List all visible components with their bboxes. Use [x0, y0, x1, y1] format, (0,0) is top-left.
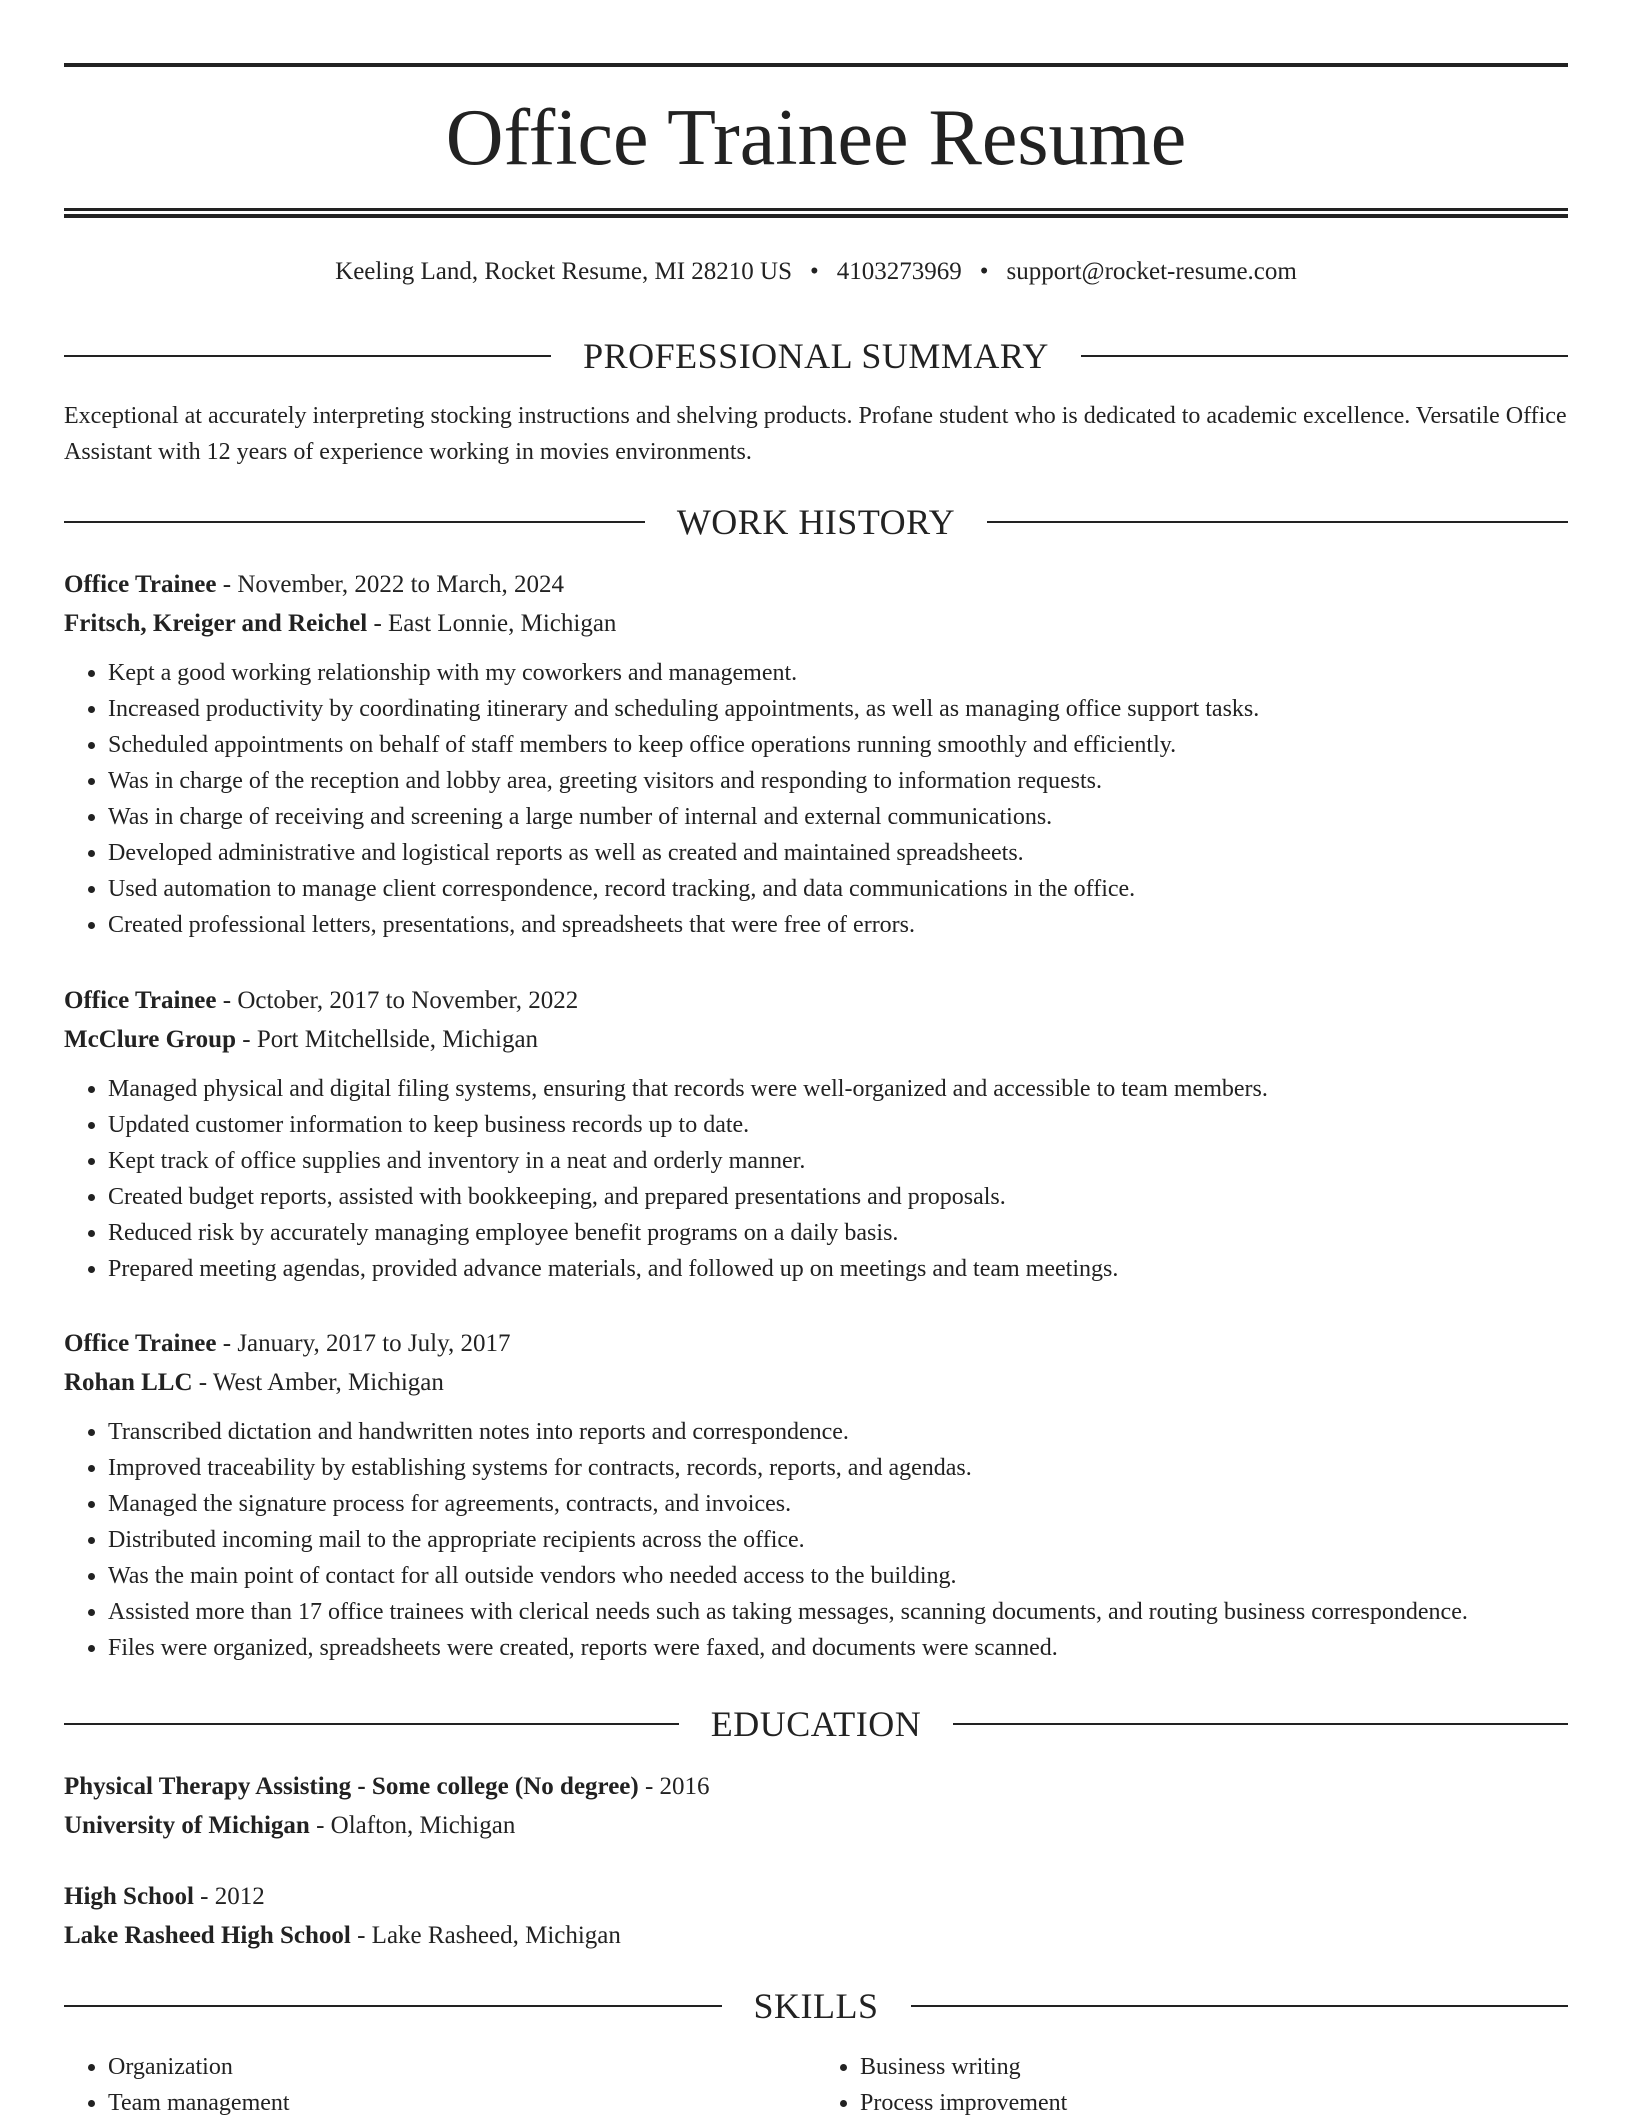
section-title-skills: SKILLS	[753, 1986, 879, 2026]
list-item: • Increased productivity by coordinating itinerary and scheduling appointments, as well as managing office support tasks.	[108, 691, 1568, 727]
job-title: Office Trainee	[64, 987, 217, 1014]
contact-separator: •	[979, 258, 989, 285]
section-rule-right	[911, 2005, 1569, 2007]
job-bullets	[64, 655, 1568, 943]
section-header-work	[64, 500, 1568, 544]
job-title-line	[64, 1324, 1568, 1363]
job-dates: - November, 2022 to March, 2024	[216, 571, 565, 598]
education-degree: Physical Therapy Assisting - Some college (No degree)	[64, 1773, 639, 1800]
resume-title: Office Trainee Resume	[445, 94, 1187, 182]
section-rule-right	[953, 1723, 1568, 1725]
list-item: • Process improvement	[860, 2085, 1568, 2121]
job-title: Office Trainee	[64, 571, 217, 598]
job-bullets	[64, 1071, 1568, 1287]
contact-address: Keeling Land, Rocket Resume, MI 28210 US	[335, 258, 793, 285]
list-item: • Transcribed dictation and handwritten notes into reports and correspondence.	[108, 1414, 1568, 1450]
job-company-line	[64, 604, 1568, 643]
list-item: • Was in charge of the reception and lobby area, greeting visitors and responding to information requests.	[108, 763, 1568, 799]
education-location: - Lake Rasheed, Michigan	[350, 1922, 621, 1949]
section-title-education: EDUCATION	[710, 1704, 922, 1744]
education-year: - 2012	[193, 1883, 265, 1910]
job-company: Fritsch, Kreiger and Reichel	[64, 610, 368, 637]
job-bullets	[64, 1414, 1568, 1666]
education-entry	[64, 1767, 1568, 1845]
education-year: - 2016	[638, 1773, 710, 1800]
top-rule	[64, 63, 1568, 67]
section-header-summary	[64, 334, 1568, 378]
list-item: • Created professional letters, presentations, and spreadsheets that were free of errors.	[108, 907, 1568, 943]
education-location: - Olafton, Michigan	[309, 1812, 516, 1839]
job-dates: - October, 2017 to November, 2022	[216, 987, 579, 1014]
job-company-line	[64, 1363, 1568, 1402]
job-title-line	[64, 981, 1568, 1020]
section-rule-left	[64, 2005, 722, 2007]
summary-text: Exceptional at accurately interpreting stocking instructions and shelving products. Profane student who is dedicated to academic excellence. Versatile Office Assistant with 12 years of experience working in movies environments.	[64, 403, 1567, 465]
section-title-work: WORK HISTORY	[676, 502, 956, 542]
section-header-education	[64, 1702, 1568, 1746]
list-item: • Kept track of office supplies and inventory in a neat and orderly manner.	[108, 1143, 1568, 1179]
education-degree-line	[64, 1877, 1568, 1916]
list-item: • Organization	[108, 2049, 816, 2085]
list-item: • Was the main point of contact for all outside vendors who needed access to the building.	[108, 1558, 1568, 1594]
title-double-rule	[64, 208, 1568, 218]
list-item: • Business writing	[860, 2049, 1568, 2085]
list-item: • Scheduled appointments on behalf of staff members to keep office operations running smoothly and efficiently.	[108, 727, 1568, 763]
list-item: • Updated customer information to keep business records up to date.	[108, 1107, 1568, 1143]
section-rule-left	[64, 1723, 679, 1725]
list-item: • Created budget reports, assisted with bookkeeping, and prepared presentations and proposals.	[108, 1179, 1568, 1215]
job-entry	[64, 565, 1568, 943]
list-item: • Kept a good working relationship with my coworkers and management.	[108, 655, 1568, 691]
skills-list-left	[64, 2049, 816, 2121]
list-item: • Assisted more than 17 office trainees with clerical needs such as taking messages, scanning documents, and routing business correspondence.	[108, 1594, 1568, 1630]
list-item: • Managed the signature process for agreements, contracts, and invoices.	[108, 1486, 1568, 1522]
section-rule-right	[987, 521, 1568, 523]
list-item: • Was in charge of receiving and screening a large number of internal and external communications.	[108, 799, 1568, 835]
education-degree: High School	[64, 1883, 194, 1910]
job-location: - Port Mitchellside, Michigan	[236, 1026, 539, 1053]
job-entry	[64, 981, 1568, 1287]
skills-grid	[64, 2049, 1568, 2121]
list-item: • Managed physical and digital filing systems, ensuring that records were well-organized and accessible to team members.	[108, 1071, 1568, 1107]
contact-email: support@rocket-resume.com	[1006, 258, 1297, 285]
section-title-summary: PROFESSIONAL SUMMARY	[583, 336, 1049, 376]
education-degree-line	[64, 1767, 1568, 1806]
education-school: University of Michigan	[64, 1812, 310, 1839]
section-rule-left	[64, 521, 645, 523]
education-school-line	[64, 1916, 1568, 1955]
section-rule-right	[1081, 355, 1568, 357]
section-rule-left	[64, 355, 551, 357]
contact-separator: •	[810, 258, 819, 285]
list-item: • Reduced risk by accurately managing employee benefit programs on a daily basis.	[108, 1215, 1568, 1251]
list-item: • Improved traceability by establishing systems for contracts, records, reports, and agendas.	[108, 1450, 1568, 1486]
list-item: • Distributed incoming mail to the appropriate recipients across the office.	[108, 1522, 1568, 1558]
list-item: • Prepared meeting agendas, provided advance materials, and followed up on meetings and team meetings.	[108, 1251, 1568, 1287]
job-title: Office Trainee	[64, 1330, 217, 1357]
section-header-skills	[64, 1984, 1568, 2028]
job-entry	[64, 1324, 1568, 1666]
list-item: • Files were organized, spreadsheets were created, reports were faxed, and documents were scanned.	[108, 1630, 1568, 1666]
list-item: • Team management	[108, 2085, 816, 2121]
job-company-line	[64, 1020, 1568, 1059]
job-dates: - January, 2017 to July, 2017	[216, 1330, 511, 1357]
education-school: Lake Rasheed High School	[64, 1922, 351, 1949]
job-title-line	[64, 565, 1568, 604]
list-item: • Developed administrative and logistical reports as well as created and maintained spreadsheets.	[108, 835, 1568, 871]
education-school-line	[64, 1806, 1568, 1845]
job-location: - East Lonnie, Michigan	[367, 610, 617, 637]
list-item: • Used automation to manage client correspondence, record tracking, and data communications in the office.	[108, 871, 1568, 907]
contact-line	[64, 252, 1568, 292]
skills-list-right	[816, 2049, 1568, 2121]
contact-phone: 4103273969	[836, 258, 962, 285]
job-company: Rohan LLC	[64, 1369, 193, 1396]
education-entry	[64, 1877, 1568, 1955]
job-location: - West Amber, Michigan	[192, 1369, 444, 1396]
job-company: McClure Group	[64, 1026, 236, 1053]
